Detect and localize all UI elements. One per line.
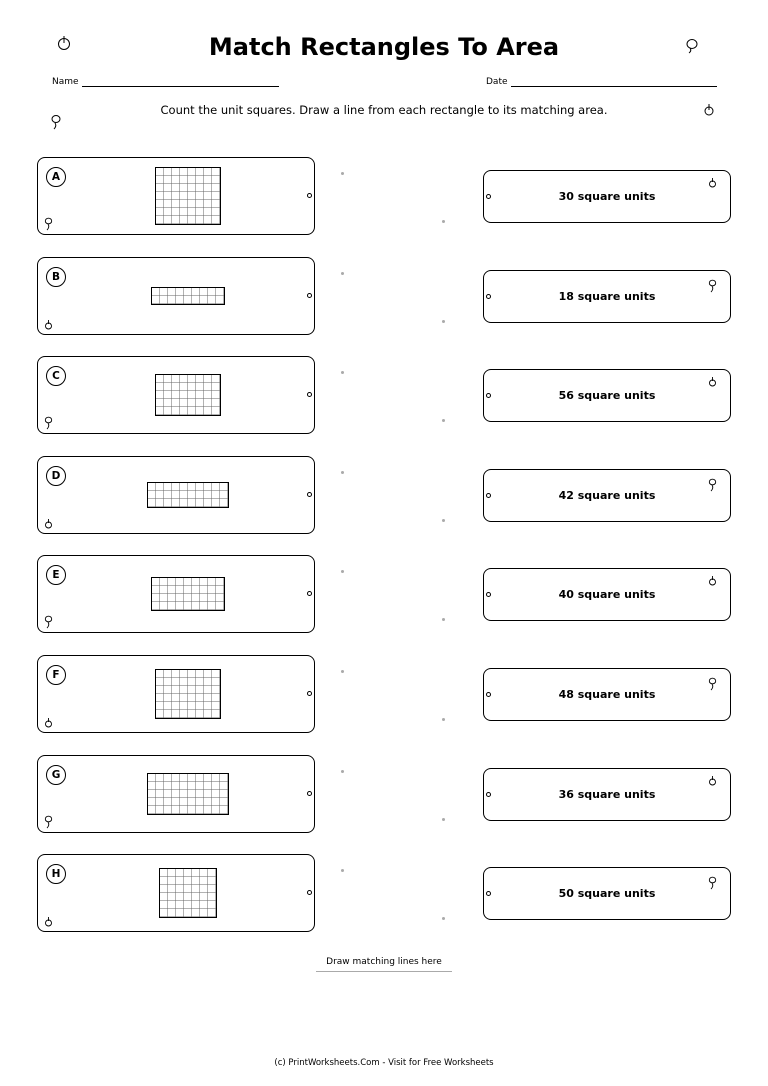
unit-square-grid [155,374,221,416]
date-line[interactable] [511,78,717,87]
guide-dot [442,419,445,422]
lightbulb-icon [44,515,53,534]
guide-dot [341,670,344,673]
lightbulb-icon [708,572,717,591]
page-title: Match Rectangles To Area [208,33,560,61]
guide-dot [442,618,445,621]
lightbulb-icon [44,714,53,733]
balloon-icon [44,614,53,633]
balloon-icon [44,216,53,235]
area-value: 56 square units [558,389,656,402]
rectangle-card-f [37,655,315,733]
rectangle-card-b [37,257,315,335]
unit-square-grid [159,868,217,918]
guide-dot [341,172,344,175]
area-card [483,270,731,323]
unit-square-grid [147,482,229,508]
guide-dot [442,818,445,821]
rectangle-letter: D [46,466,66,486]
area-value: 50 square units [558,887,656,900]
connector-dot[interactable] [307,293,312,298]
rectangle-letter: B [46,267,66,287]
area-value: 40 square units [558,588,656,601]
name-field[interactable] [52,77,279,87]
guide-dot [442,320,445,323]
name-label: Name [52,77,79,87]
connector-dot[interactable] [307,392,312,397]
rectangle-card-d [37,456,315,534]
area-value: 42 square units [558,489,656,502]
lightbulb-icon [56,34,72,52]
rectangle-card-e [37,555,315,633]
guide-dot [442,917,445,920]
rectangle-letter: A [46,167,66,187]
copyright: (c) PrintWorksheets.Com - Visit for Free Worksheets [274,1058,494,1068]
lightbulb-icon [708,174,717,193]
unit-square-grid [155,167,221,225]
area-card [483,867,731,920]
guide-dot [442,718,445,721]
guide-dot [341,869,344,872]
rectangle-card-c [37,356,315,434]
rectangle-card-g [37,755,315,833]
name-line[interactable] [82,78,279,87]
balloon-icon [708,477,717,496]
balloon-icon [708,278,717,297]
area-value: 48 square units [558,688,656,701]
area-value: 30 square units [558,190,656,203]
guide-dot [341,770,344,773]
unit-square-grid [147,773,229,815]
unit-square-grid [151,577,225,611]
rectangle-letter: H [46,864,66,884]
connector-dot[interactable] [307,691,312,696]
area-value: 18 square units [558,290,656,303]
date-field[interactable] [486,77,717,87]
connector-dot[interactable] [307,492,312,497]
guide-dot [341,272,344,275]
draw-area-label: Draw matching lines here [0,957,768,972]
area-card [483,369,731,422]
rectangle-card-a [37,157,315,235]
lightbulb-icon [708,373,717,392]
unit-square-grid [155,669,221,719]
guide-dot [442,519,445,522]
lightbulb-icon [44,913,53,932]
lightbulb-icon [44,316,53,335]
rectangle-letter: C [46,366,66,386]
instructions: Count the unit squares. Draw a line from each rectangle to its matching area. [160,103,608,117]
area-card [483,668,731,721]
rectangle-letter: G [46,765,66,785]
balloon-icon [684,38,700,54]
area-card [483,568,731,621]
area-value: 36 square units [558,788,656,801]
balloon-icon [708,676,717,695]
unit-square-grid [151,287,225,305]
guide-dot [442,220,445,223]
balloon-icon [44,814,53,833]
connector-dot[interactable] [307,193,312,198]
balloon-icon [708,875,717,894]
rectangle-letter: E [46,565,66,585]
rectangle-card-h [37,854,315,932]
connector-dot[interactable] [307,591,312,596]
lightbulb-icon [708,772,717,791]
area-card [483,170,731,223]
area-card [483,469,731,522]
guide-dot [341,570,344,573]
guide-dot [341,371,344,374]
rectangle-letter: F [46,665,66,685]
guide-dot [341,471,344,474]
connector-dot[interactable] [307,791,312,796]
date-label: Date [486,77,508,87]
balloon-icon [44,415,53,434]
area-card [483,768,731,821]
connector-dot[interactable] [307,890,312,895]
